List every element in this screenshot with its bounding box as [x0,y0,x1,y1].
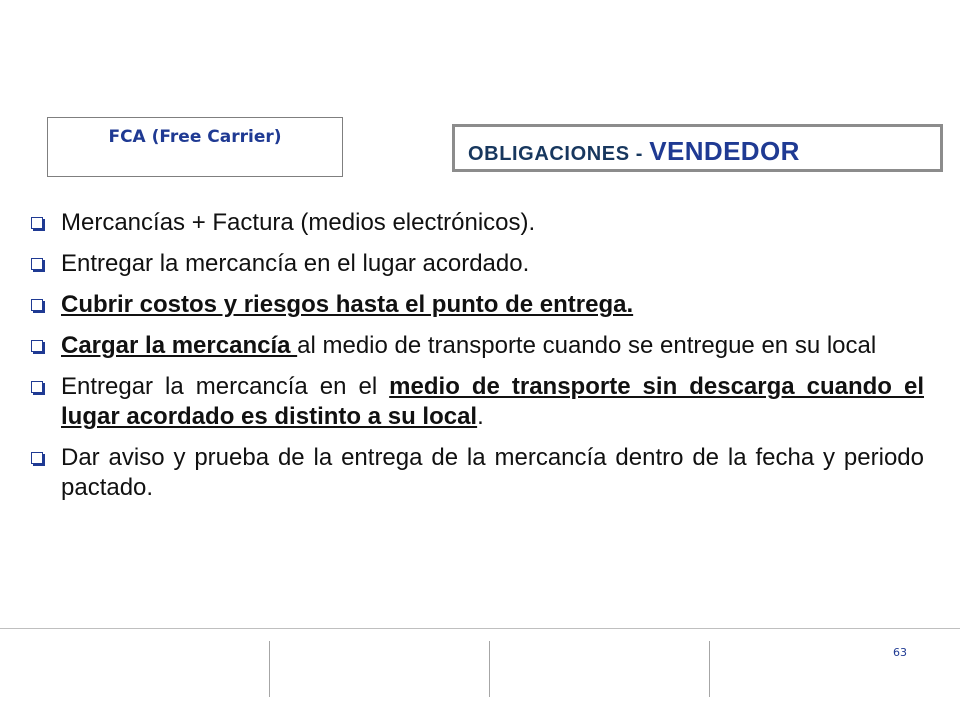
list-item [28,208,924,238]
checkbox-bullet-icon [31,258,43,270]
bullet-text: . [477,403,484,430]
bullet-text-emphasis: medio de transporte sin descarga cuando el lugar acordado es distinto a su local [61,373,924,430]
bullet-text: al medio de transporte cuando se entregue en su local [297,332,877,359]
page-number: 63 [893,646,907,659]
obligations-title [468,136,800,167]
checkbox-bullet-icon [31,217,43,229]
fca-title: FCA (Free Carrier) [108,127,282,147]
checkbox-bullet-icon [31,340,43,352]
fca-title-box [47,117,343,177]
bullet-text: Entregar la mercancía en el lugar acordado. [61,250,530,277]
list-item [28,249,924,279]
obligations-list [28,208,924,514]
obligations-prefix: OBLIGACIONES - [468,143,650,165]
list-item [28,372,924,432]
checkbox-bullet-icon [31,299,43,311]
bullet-text: Dar aviso y prueba de la entrega de la mercancía dentro de la fecha y periodo pactado. [61,444,924,501]
obligations-party: VENDEDOR [649,136,800,166]
list-item [28,290,924,320]
bullet-text-emphasis: Cubrir costos y riesgos hasta el punto de entrega. [61,291,634,318]
bullet-text: Mercancías + Factura (medios electrónicos). [61,209,536,236]
list-item [28,331,924,361]
bullet-text: Entregar la mercancía en el [61,373,390,400]
obligations-title-box [452,124,943,172]
footer-column-divider [709,641,710,697]
footer-divider [0,628,960,629]
list-item [28,443,924,503]
checkbox-bullet-icon [31,381,43,393]
bullet-text-emphasis: Cargar la mercancía [61,332,298,359]
footer-column-divider [489,641,490,697]
footer-column-divider [269,641,270,697]
checkbox-bullet-icon [31,452,43,464]
